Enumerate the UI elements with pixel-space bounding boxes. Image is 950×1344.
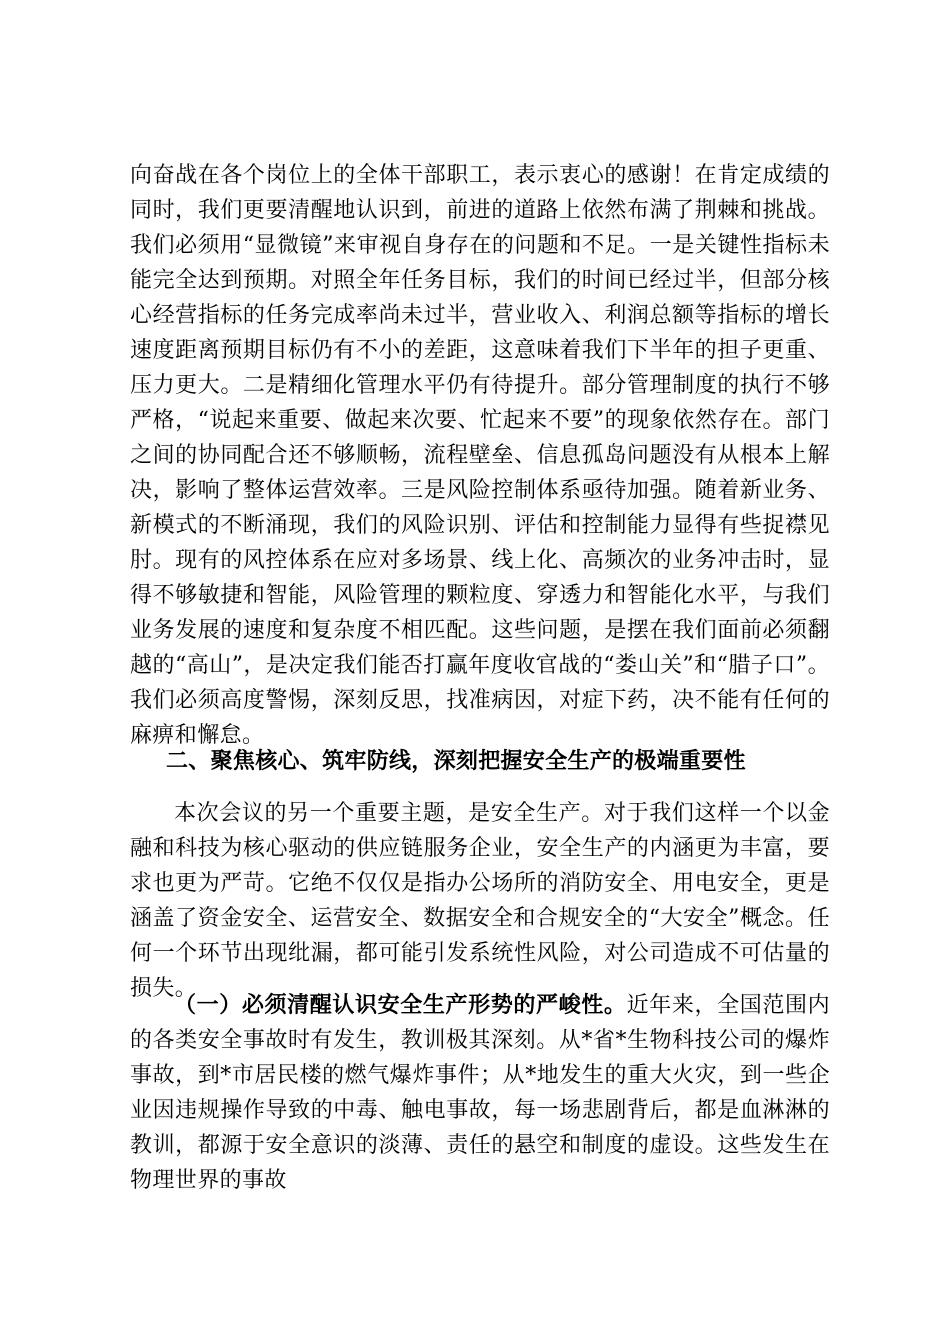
body-paragraph-1: 向奋战在各个岗位上的全体干部职工，表示衷心的感谢！在肯定成绩的同时，我们更要清醒地认识到，前进的道路上依然布满了荆棘和挑战。我们必须用“显微镜”来审视自身存在的问题和不足。一是关键性指标未能完全达到预期。对照全年任务目标，我们的时间已经过半，但部分核心经营指标的任务完成率尚未过半，营业收入、利润总额等指标的增长速度距离预期目标仍有不小的差距，这意味着我们下半年的担子更重、压力更大。二是精细化管理水平仍有待提升。部分管理制度的执行不够严格，“说起来重要、做起来次要、忙起来不要”的现象依然存在。部门之间的协同配合还不够顺畅，流程壁垒、信息孤岛问题没有从根本上解决，影响了整体运营效率。三是风险控制体系亟待加强。随着新业务、新模式的不断涌现，我们的风险识别、评估和控制能力显得有些捉襟见肘。现有的风控体系在应对多场景、线上化、高频次的业务冲击时，显得不够敏捷和智能，风险管理的颗粒度、穿透力和智能化水平，与我们业务发展的速度和复杂度不相匹配。这些问题，是摆在我们面前必须翻越的“高山”，是决定我们能否打赢年度收官战的“娄山关”和“腊子口”。我们必须高度警惕，深刻反思，找准病因，对症下药，决不能有任何的麻痹和懈怠。 (130, 163, 830, 748)
body-paragraph-3 (130, 988, 830, 1198)
body-paragraph-2: 本次会议的另一个重要主题，是安全生产。对于我们这样一个以金融和科技为核心驱动的供应链服务企业，安全生产的内涵更为丰富，要求也更为严苛。它绝不仅仅是指办公场所的消防安全、用电安全，更是涵盖了资金安全、运营安全、数据安全和合规安全的“大安全”概念。任何一个环节出现纰漏，都可能引发系统性风险，对公司造成不可估量的损失。 (130, 801, 830, 1001)
section-heading: 二、聚焦核心、筑牢防线，深刻把握安全生产的极端重要性 (166, 749, 746, 774)
subsection-body: 近年来，全国范围内的各类安全事故时有发生，教训极其深刻。从*省*生物科技公司的爆炸事故，到*市居民楼的燃气爆炸事件；从*地发生的重大火灾，到一些企业因违规操作导致的中毒、触电事故，每一场悲剧背后，都是血淋淋的教训，都源于安全意识的淡薄、责任的悬空和制度的虚设。这些发生在物理世界的事故 (130, 993, 830, 1193)
subsection-lead: （一）必须清醒认识安全生产形势的严峻性。 (174, 993, 627, 1018)
